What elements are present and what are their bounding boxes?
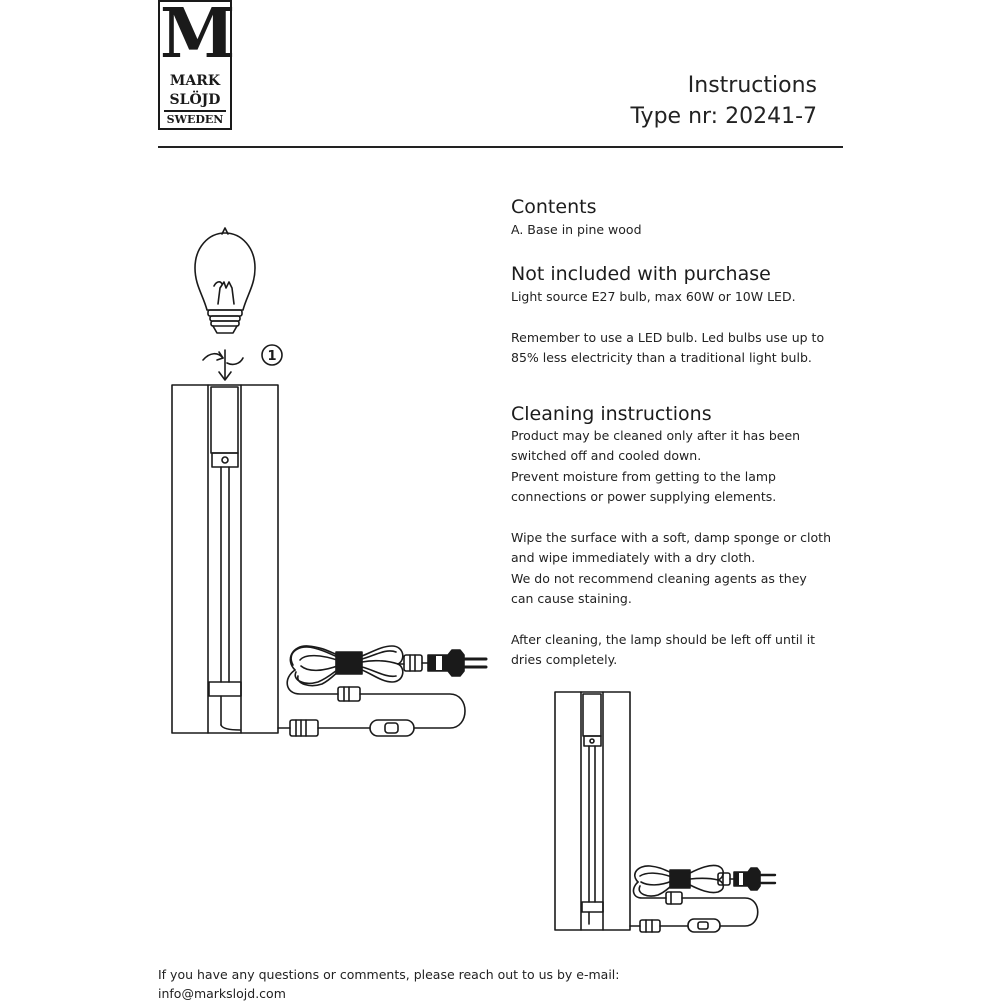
logo-letter: M [160,0,234,74]
cleaning-line: and wipe immediately with a dry cloth. [511,550,756,566]
not-included-line: Light source E27 bulb, max 60W or 10W LED. [511,289,796,304]
not-included-heading: Not included with purchase [511,263,771,285]
cleaning-line: After cleaning, the lamp should be left off until it [511,632,816,648]
document-title: Instructions [687,73,817,98]
cleaning-heading: Cleaning instructions [511,403,712,425]
cleaning-line: Wipe the surface with a soft, damp sponge or cloth [511,530,832,546]
logo-line-2: SLÖJD [169,92,221,108]
cleaning-line: connections or power supplying elements. [511,489,777,505]
lamp-base-small [555,692,630,930]
power-cord-large [278,646,486,736]
not-included-line: 85% less electricity than a traditional light bulb. [511,350,812,366]
cleaning-line: can cause staining. [511,591,632,607]
type-number: Type nr: 20241-7 [630,104,817,129]
footer [158,965,620,1003]
rotate-arrow-icon [203,350,243,380]
cleaning-line: We do not recommend cleaning agents as they [511,570,807,586]
light-bulb-icon [195,228,255,333]
step-number: 1 [267,349,277,364]
contact-email-link[interactable]: info@markslojd.com [158,986,286,1001]
logo-line-3: SWEDEN [166,113,224,126]
contents-heading: Contents [511,196,597,218]
contact-text: If you have any questions or comments, please reach out to us by e-mail: [158,967,620,982]
power-cord-small [630,865,775,932]
cleaning-line: dries completely. [511,652,618,668]
contents-item: A. Base in pine wood [511,222,642,237]
cleaning-line: Product may be cleaned only after it has been [511,428,801,443]
not-included-line: Remember to use a LED bulb. Led bulbs use up to [511,329,825,345]
logo-line-1: MARK [169,73,221,89]
cleaning-line: switched off and cooled down. [511,448,702,464]
lamp-base-large [172,385,278,733]
cleaning-line: Prevent moisture from getting to the lamp [511,468,776,484]
